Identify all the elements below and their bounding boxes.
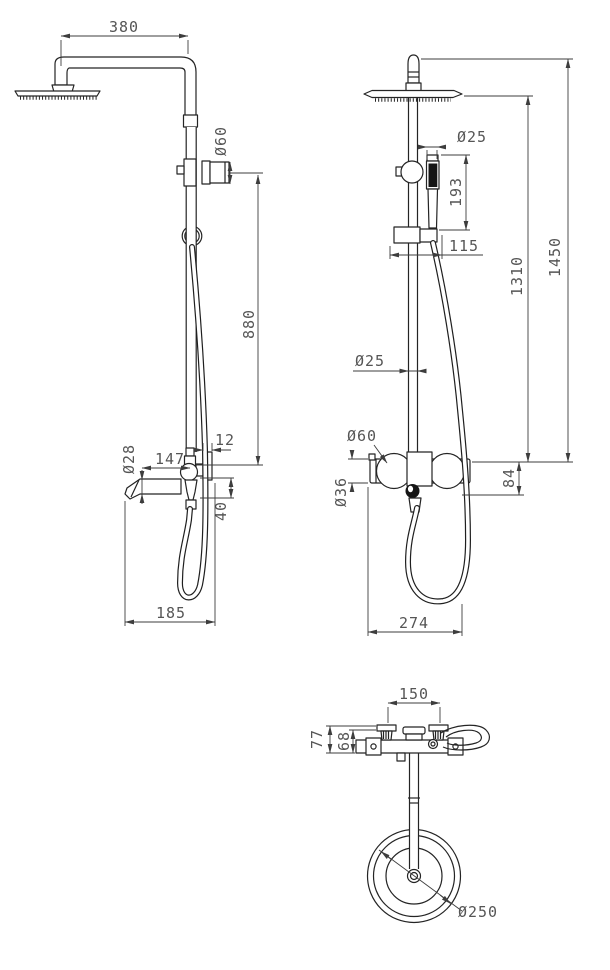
riser-pipe-fill-front [409,98,418,461]
front-view [332,55,573,636]
side-view [15,18,263,626]
hand-shower-cap [427,155,438,161]
mount-tab-left [366,738,381,755]
dim-front-base-width: 274 [398,614,430,632]
dim-side-spout-reach: 147 [154,450,186,468]
dim-top-head-diameter: Ø250 [457,903,499,921]
mixer-right-handle [430,454,465,489]
spout-knob-top [429,740,438,749]
dim-side-base-depth: 185 [155,604,187,622]
valve-top-stem [186,448,194,456]
hand-shower-handle [428,189,438,228]
mount-tab-right [448,738,463,755]
dim-top-total-depth: 77 [308,728,326,750]
center-base-top [406,734,422,740]
mixer-left-handle [377,454,412,489]
slide-bracket-right [420,229,437,242]
valve-outlet-cone [185,480,197,500]
hand-shower-face-dark [429,164,438,188]
dim-side-height: 880 [240,308,258,340]
slider-block-side [184,159,196,186]
side-view-dimensions [61,18,263,626]
mixer-top-port [369,454,375,460]
diverter-ball-front [401,161,423,183]
shower-head-side [15,91,100,96]
shower-head-front [364,91,462,98]
left-handle-cap-top [377,725,396,731]
dim-side-spout-drop: 40 [212,500,230,522]
tub-spout-side [125,479,181,499]
holder-cup-highlight [408,486,413,492]
dim-front-riser-diameter: Ø25 [354,352,386,370]
center-cap-top [403,727,425,734]
stem-fill-top [410,753,418,870]
shower-arm-side [55,57,196,116]
dim-top-body-depth: 68 [335,730,353,752]
dim-side-diverter-diameter: Ø60 [212,125,230,157]
dim-side-spout-diameter: Ø28 [120,443,138,475]
dim-front-height-to-head: 1310 [508,255,526,297]
dim-front-hand-shower-diameter: Ø25 [456,128,488,146]
dim-top-handle-spacing: 150 [398,685,430,703]
outlet-port-top [397,753,405,761]
dim-front-outlet-drop: 84 [500,467,518,489]
diverter-flange-side [202,161,210,184]
slide-bracket-left [394,227,420,243]
mixer-center-body [407,452,432,486]
dim-front-total-height: 1450 [546,236,564,278]
riser-joint-collar-side [184,115,198,127]
dim-front-handle-diameter: Ø60 [346,427,378,445]
diverter-knob-side [210,162,229,183]
top-view-dimensions [308,685,498,921]
dim-side-arm-reach: 380 [108,18,140,36]
dim-front-hand-shower-length: 193 [447,176,465,208]
dim-side-wall-plate: 12 [214,431,236,449]
riser-top-cap [408,55,419,83]
top-view [308,685,498,923]
slider-screw-side [177,166,184,174]
dim-front-bracket-width: 115 [448,237,480,255]
dim-front-body-diameter: Ø36 [332,476,350,508]
